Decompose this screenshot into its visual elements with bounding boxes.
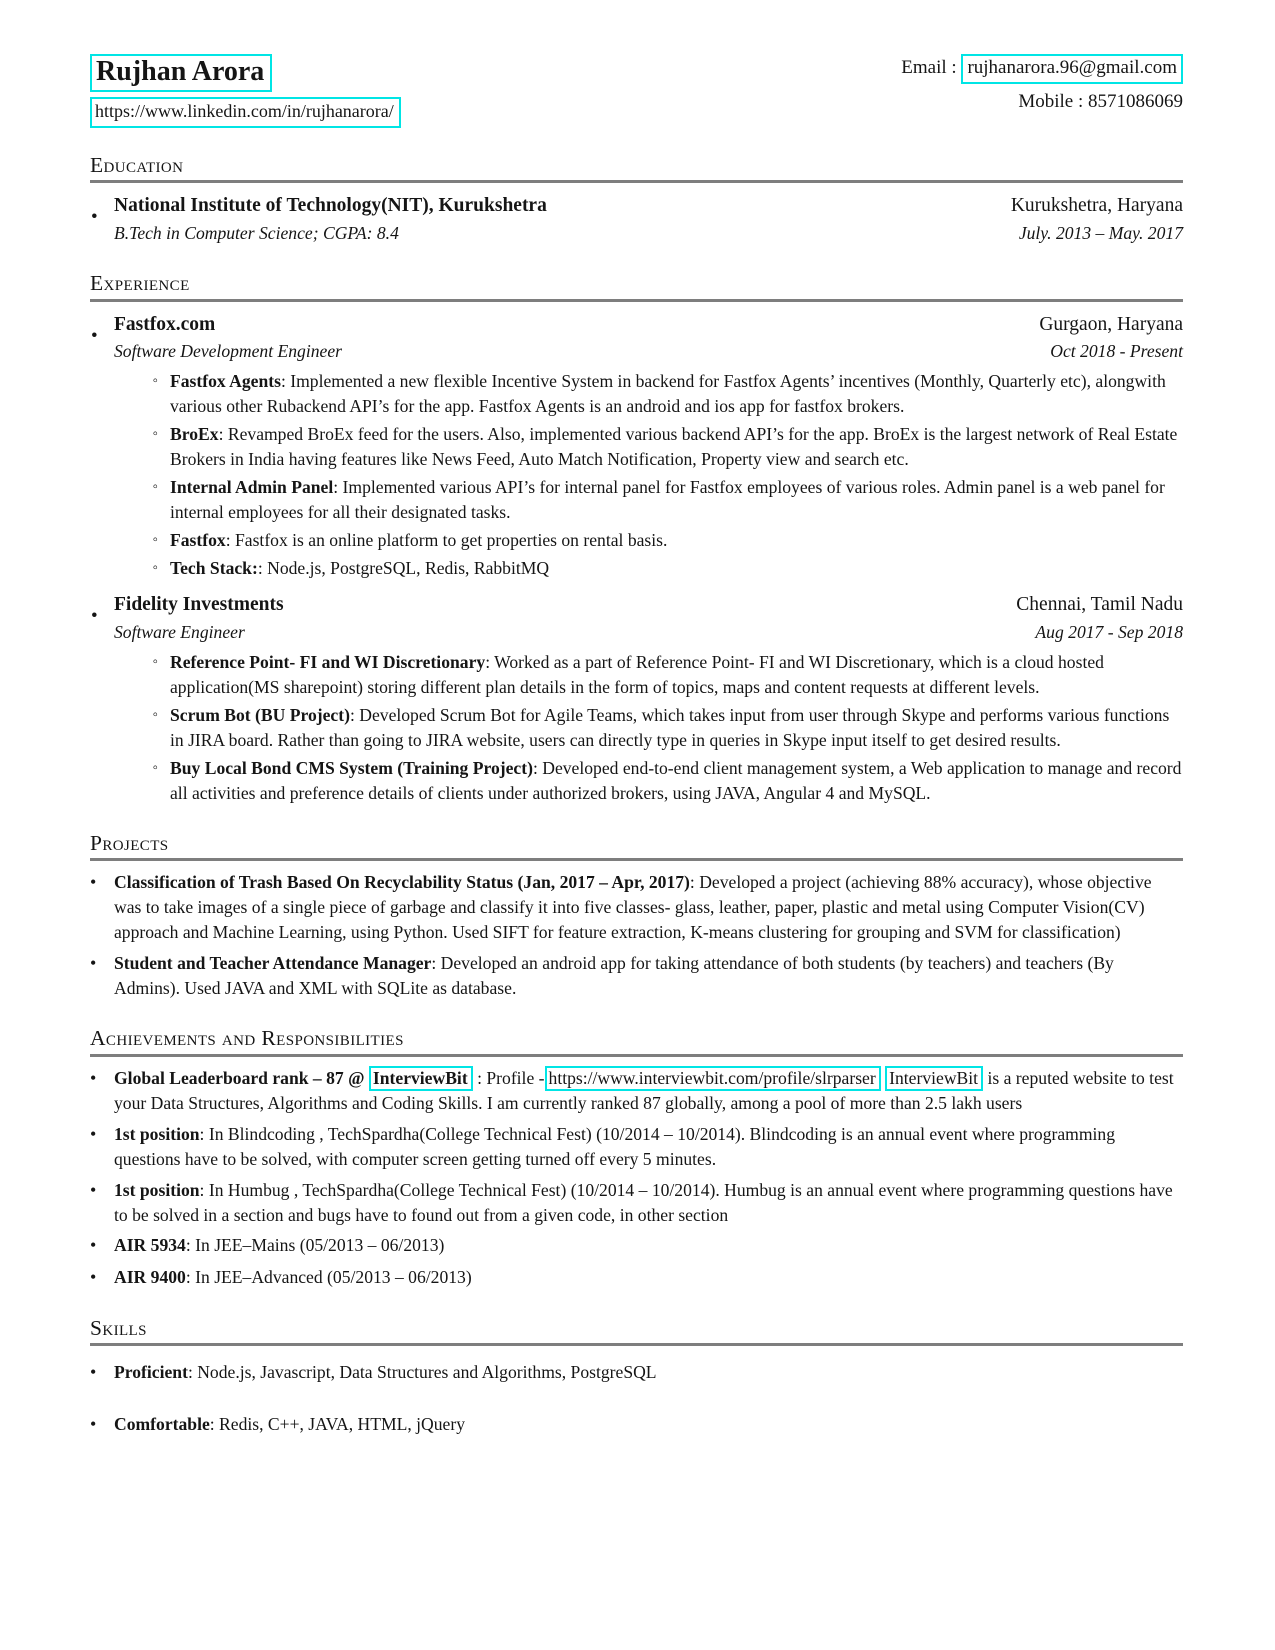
achievement-leaderboard (90, 1066, 1183, 1116)
project-title: Student and Teacher Attendance Manager (114, 953, 432, 974)
projects-heading: Projects (90, 830, 169, 855)
job-role: Software Development Engineer (114, 341, 343, 362)
skill-item (90, 1412, 1183, 1438)
job-dates: Aug 2017 - Sep 2018 (1035, 621, 1183, 642)
header-left (90, 54, 401, 128)
section-rule (90, 299, 1183, 302)
experience-bullet (90, 422, 1183, 472)
bullet-marker: • (90, 1362, 97, 1383)
section-rule (90, 180, 1183, 183)
bullet-text: : Developed Scrum Bot for Agile Teams, which takes input from user through Skype and performs various functions in JIRA board. Rather than going to JIRA website, users can directly type in queries in Skype input itself to get desired results. (170, 704, 1170, 750)
header-contact (901, 54, 1183, 114)
mobile-number: 8571086069 (1088, 90, 1183, 112)
experience-bullet (90, 703, 1183, 753)
bullet-marker: • (90, 1267, 97, 1288)
circle-marker: ◦ (152, 532, 158, 549)
bullet-lead: Buy Local Bond CMS System (Training Project) (170, 757, 533, 778)
section-projects (90, 832, 1183, 1001)
bullet-lead: Scrum Bot (BU Project) (170, 704, 350, 725)
skill-lead: Proficient (114, 1362, 188, 1383)
circle-marker: ◦ (152, 653, 158, 670)
achievement-item (90, 1178, 1183, 1228)
achievement-text: : In JEE–Advanced (05/2013 – 06/2013) (185, 1267, 472, 1288)
bullet-lead: Fastfox (170, 530, 226, 551)
email-link[interactable]: rujhanarora.96@gmail.com (961, 54, 1183, 84)
project-item (90, 870, 1183, 945)
bullet-marker: • (90, 1179, 97, 1200)
section-experience (90, 272, 1183, 806)
circle-marker: ◦ (152, 479, 158, 496)
degree: B.Tech in Computer Science; CGPA: 8.4 (114, 223, 399, 244)
skill-lead: Comfortable (114, 1413, 210, 1434)
achievement-lead: 1st position (114, 1123, 200, 1144)
linkedin-link[interactable]: https://www.linkedin.com/in/rujhanarora/ (90, 97, 401, 128)
bullet-marker: • (91, 206, 98, 228)
bullet-marker: • (90, 1067, 97, 1088)
achievement-item (90, 1265, 1183, 1291)
bullet-lead: Reference Point- FI and WI Discretionary (170, 651, 486, 672)
skill-text: : Node.js, Javascript, Data Structures and Algorithms, PostgreSQL (187, 1362, 657, 1383)
section-rule (90, 1054, 1183, 1057)
interviewbit-link[interactable]: InterviewBit (369, 1066, 473, 1091)
bullet-text: : Revamped BroEx feed for the users. Also, implemented various backend API’s for the app. BroEx is the largest network of Real Estate Brokers in India having features like News Feed, Auto Match Notification, Property view and search etc. (170, 424, 1178, 470)
bullet-marker: • (90, 1123, 97, 1144)
achievement-text: : In Blindcoding , TechSpardha(College Technical Fest) (10/2014 – 10/2014). Blindcoding is an annual event where programming questions have to be solved, with computer screen getting turned off every 5 minutes. (114, 1123, 1116, 1169)
bullet-marker: • (90, 872, 97, 893)
achievement-lead: Global Leaderboard rank – 87 @ (114, 1067, 365, 1088)
institution-location: Kurukshetra, Haryana (1010, 195, 1183, 217)
company-name: Fidelity Investments (114, 594, 284, 616)
job-dates: Oct 2018 - Present (1050, 341, 1183, 362)
interviewbit-profile-link[interactable]: https://www.interviewbit.com/profile/slrparser (545, 1066, 881, 1091)
bullet-marker: • (90, 1235, 97, 1256)
circle-marker: ◦ (152, 373, 158, 390)
bullet-text: : Developed end-to-end client management system, a Web application to manage and record all activities and preference details of clients under authorized brokers, using JAVA, Angular 4 and MySQL. (170, 757, 1182, 803)
project-text: : Developed an android app for taking attendance of both students (by teachers) and teachers (By Admins). Used JAVA and XML with SQLite as database. (114, 953, 1114, 999)
experience-bullet (90, 650, 1183, 700)
achievement-item (90, 1233, 1183, 1259)
company-name: Fastfox.com (114, 313, 216, 335)
section-education (90, 154, 1183, 246)
project-item (90, 951, 1183, 1001)
circle-marker: ◦ (152, 759, 158, 776)
bullet-text: : Implemented a new flexible Incentive System in backend for Fastfox Agents’ incentives (Monthly, Quarterly etc), alongwith various other Rubackend API’s for the app. Fastfox Agents is an android and ios app for fastfox brokers. (170, 371, 1166, 417)
bullet-marker: • (90, 953, 97, 974)
mobile-label: Mobile : (1018, 90, 1084, 112)
skill-text: : Redis, C++, JAVA, HTML, jQuery (209, 1413, 466, 1434)
bullet-marker: • (91, 605, 98, 627)
header (90, 54, 1183, 128)
section-rule (90, 858, 1183, 861)
achievement-lead: AIR 9400 (114, 1267, 186, 1288)
bullet-lead: Tech Stack: (170, 558, 258, 579)
achievement-item (90, 1122, 1183, 1172)
experience-entry-fidelity (90, 591, 1183, 645)
circle-marker: ◦ (152, 706, 158, 723)
interviewbit-link[interactable]: InterviewBit (885, 1066, 983, 1091)
experience-entry-fastfox (90, 311, 1183, 365)
education-heading: Education (90, 152, 184, 177)
experience-bullet (90, 756, 1183, 806)
section-achievements (90, 1027, 1183, 1291)
skill-item (90, 1360, 1183, 1386)
candidate-name[interactable]: Rujhan Arora (90, 54, 272, 92)
bullet-text: : Worked as a part of Reference Point- FI and WI Discretionary, which is a cloud hosted application(MS sharepoint) storing different plan details in the form of topics, maps and content requests at different levels. (170, 651, 1104, 697)
achievement-mid: : Profile - (472, 1067, 545, 1088)
company-location: Gurgaon, Haryana (1039, 313, 1183, 335)
experience-bullet (90, 369, 1183, 419)
experience-heading: Experience (90, 271, 190, 296)
achievement-text: is a reputed website to test your Data Structures, Algorithms and Coding Skills. I am currently ranked 87 globally, among a pool of more than 2.5 lakh users (114, 1067, 1174, 1113)
bullet-lead: Fastfox Agents (170, 371, 281, 392)
skills-heading: Skills (90, 1315, 147, 1340)
bullet-marker: • (90, 1413, 97, 1434)
experience-bullet (90, 475, 1183, 525)
section-skills (90, 1317, 1183, 1438)
achievement-text: : In Humbug , TechSpardha(College Technical Fest) (10/2014 – 10/2014). Humbug is an annual event where programming questions have to be solved in a section and bugs have to found out from a given code, in other section (114, 1179, 1173, 1225)
education-entry (90, 192, 1183, 246)
project-text: : Developed a project (achieving 88% accuracy), whose objective was to take images of a single piece of garbage and classify it into five classes- glass, leather, paper, plastic and metal using Computer Vision(CV) approach and Machine Learning, using Python. Used SIFT for feature extraction, K-means clustering for grouping and SVM for classification) (114, 872, 1152, 943)
experience-bullet (90, 528, 1183, 553)
fastfox-bullets (90, 369, 1183, 581)
achievements-heading: Achievements and Responsibilities (90, 1026, 404, 1051)
circle-marker: ◦ (152, 426, 158, 443)
email-label: Email : (901, 57, 957, 78)
bullet-marker: • (91, 324, 98, 346)
education-dates: July. 2013 – May. 2017 (1018, 223, 1183, 244)
job-role: Software Engineer (114, 621, 245, 642)
bullet-text: : Fastfox is an online platform to get properties on rental basis. (225, 530, 668, 551)
mobile-line (901, 90, 1183, 115)
bullet-text: : Implemented various API’s for internal panel for Fastfox employees of various roles. Admin panel is a web panel for internal employees for all their designated tasks. (170, 477, 1165, 523)
achievement-lead: AIR 5934 (114, 1235, 186, 1256)
section-rule (90, 1343, 1183, 1346)
project-title: Classification of Trash Based On Recyclability Status (Jan, 2017 – Apr, 2017) (114, 872, 690, 893)
company-location: Chennai, Tamil Nadu (1016, 594, 1183, 616)
bullet-text: : Node.js, PostgreSQL, Redis, RabbitMQ (257, 558, 550, 579)
fidelity-bullets (90, 650, 1183, 806)
achievement-text: : In JEE–Mains (05/2013 – 06/2013) (185, 1235, 445, 1256)
institution-name: National Institute of Technology(NIT), Kurukshetra (114, 195, 547, 217)
experience-bullet (90, 556, 1183, 581)
bullet-lead: Internal Admin Panel (170, 477, 334, 498)
bullet-lead: BroEx (170, 424, 219, 445)
achievement-lead: 1st position (114, 1179, 200, 1200)
circle-marker: ◦ (152, 560, 158, 577)
email-line (901, 54, 1183, 84)
